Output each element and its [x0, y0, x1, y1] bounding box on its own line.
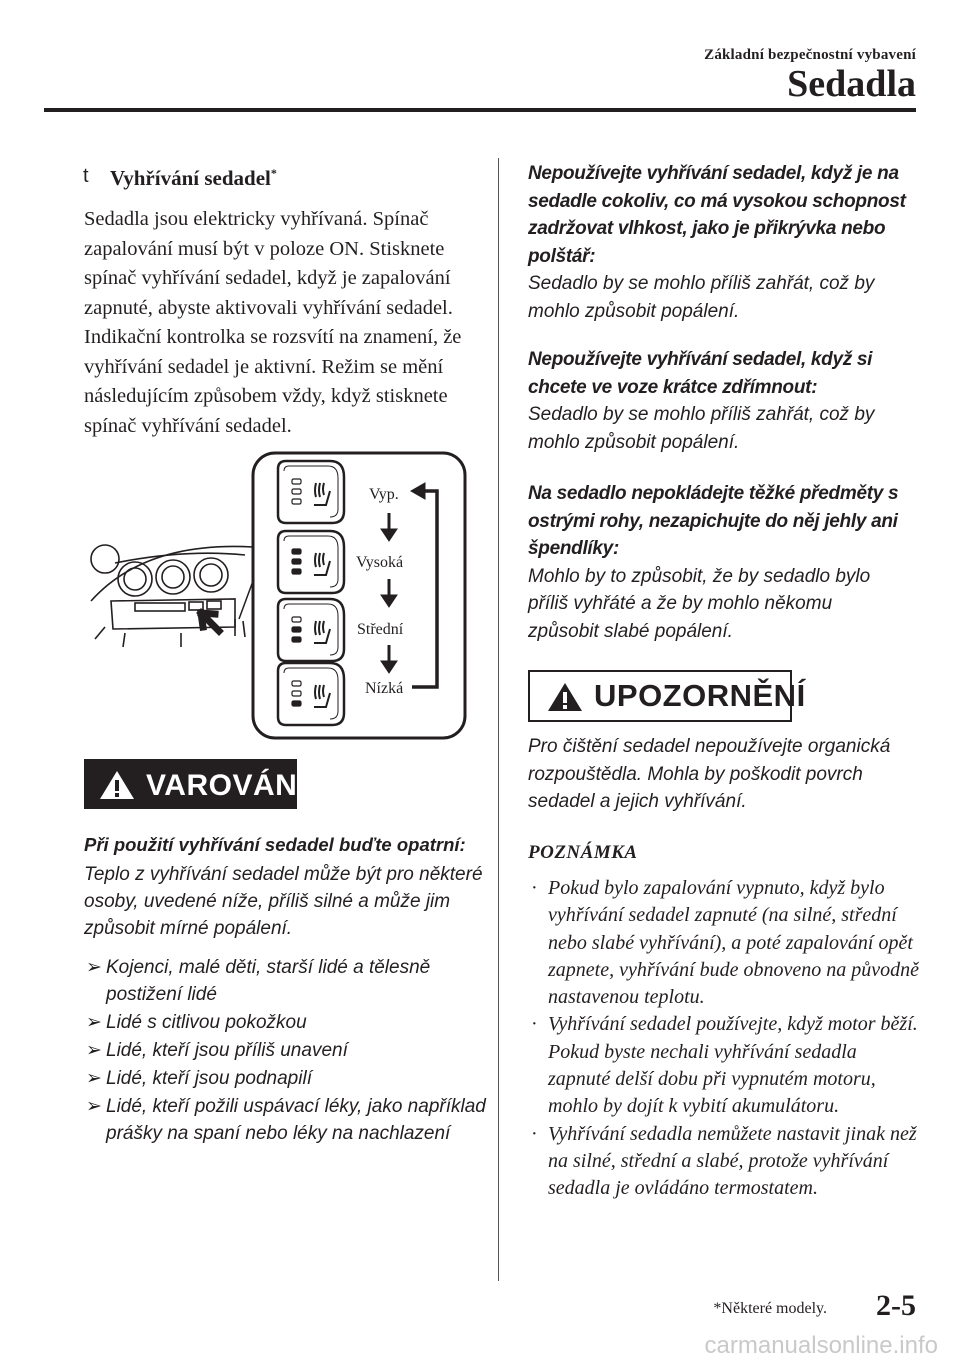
indicator-bar — [292, 701, 301, 706]
note-list — [528, 875, 923, 1203]
caution-text: Pro čištění sedadel nepoužívejte organická rozpouštědla. Mohla by poškodit povrch sedadel a jejich vyhřívání. — [528, 736, 891, 812]
page-number: 2-5 — [876, 1289, 916, 1322]
note-title: POZNÁMKA — [528, 842, 638, 863]
seat-heater-diagram — [85, 451, 467, 741]
warning-block-heading: Nepoužívejte vyhřívání sedadel, když si chcete ve voze krátce zdřímnout: — [528, 349, 873, 398]
bullet-dot-icon: · — [531, 1122, 538, 1145]
indicator-bar — [292, 559, 301, 564]
section-label: Základní bezpečnostní vybavení — [704, 47, 916, 63]
warning-heading: Při použití vyhřívání sedadel buďte opatrní: — [84, 834, 466, 855]
warning-block-text: Sedadlo by se mohlo příliš zahřát, což by mohlo způsobit popálení. — [528, 404, 875, 453]
label-low: Nízká — [365, 680, 404, 697]
indicator-bar — [292, 691, 301, 696]
indicator-bar — [292, 617, 301, 622]
warning-block-text: Mohlo by to způsobit, že by sedadlo bylo příliš vyhřáté a že by mohlo někomu způsobit slabé popálení. — [528, 565, 871, 642]
warning-text: Teplo z vyhřívání sedadel může být pro některé osoby, uvedené níže, příliš silné a může jim způsobit mírné popálení. — [84, 864, 483, 939]
arrow-bullet-icon: ➢ — [86, 957, 102, 978]
arrow-bullet-icon: ➢ — [86, 1096, 102, 1117]
bullet-dot-icon: · — [531, 877, 538, 899]
indicator-bar — [292, 627, 301, 632]
intro-paragraph: Sedadla jsou elektricky vyhřívaná. Spínač zapalování musí být v poloze ON. Stisknete spínač vyhřívání sedadel, když je zapalování zapnuté, abyste aktivovali vyhřívání sedadel. Indikační kontrolka se rozsvítí na znamení, že vyhřívání sedadel je aktivní. Režim se mění následujícím způsobem vždy, když stisknete spínač vyhřívání sedadel. — [84, 208, 462, 437]
list-item: · Pokud bylo zapalování vypnuto, když bylo vyhřívání sedadel zapnuté (na silné, střední nebo slabé vyhřívání), a poté zapalování opět zapnete, vyhřívání bude obnoveno na původně nastavenou teplotu. — [531, 877, 920, 1009]
warning-block-text: Sedadlo by se mohlo příliš zahřát, což by mohlo způsobit popálení. — [528, 273, 875, 322]
list-item: ➢ Lidé, kteří jsou příliš unavení — [86, 1037, 491, 1064]
section-marker: t — [83, 165, 89, 187]
caution-banner — [528, 670, 806, 722]
indicator-bar — [292, 499, 301, 504]
cycle-arrows — [381, 513, 397, 673]
indicator-bar — [292, 569, 301, 574]
indicator-bar — [292, 479, 301, 484]
arrow-bullet-icon: ➢ — [86, 1012, 102, 1033]
label-high: Vysoká — [356, 554, 404, 571]
column-divider — [498, 158, 499, 1281]
arrow-bullet-icon: ➢ — [86, 1040, 102, 1061]
warning-block-heading: Nepoužívejte vyhřívání sedadel, když je na sedadle cokoliv, co má vysokou schopnost zadržovat vlhkost, jako je přikrývka nebo polštář: — [528, 163, 906, 267]
caution-icon — [546, 681, 584, 713]
list-item: ➢ Lidé, kteří jsou podnapilí — [86, 1065, 491, 1092]
list-item: · Vyhřívání sedadel používejte, když motor běží. Pokud byste nechali vyhřívání sedadla zapnuté delší dobu při vypnutém motoru, mohlo by dojít k vybití akumulátoru. — [531, 1013, 918, 1118]
section-title — [110, 166, 277, 191]
caution-label: UPOZORNĚNÍ — [594, 678, 806, 713]
list-item: ➢ Lidé s citlivou pokožkou — [86, 1009, 491, 1036]
list-item: · Vyhřívání sedadla nemůžete nastavit jinak než na silné, střední a slabé, protože vyhřívání sedadla je ovládáno termostatem. — [531, 1122, 917, 1200]
pointer-arrow — [201, 613, 219, 631]
page-title: Sedadla — [787, 63, 916, 105]
warning-icon — [98, 769, 136, 801]
arrow-bullet-icon: ➢ — [86, 1068, 102, 1089]
warning-block-1 — [528, 160, 908, 325]
switch-high-icon — [278, 531, 344, 593]
header-rule — [44, 108, 916, 112]
warning-banner — [84, 759, 307, 809]
return-arrow — [411, 483, 437, 687]
label-off: Vyp. — [369, 486, 399, 503]
indicator-bar — [292, 637, 301, 642]
switch-buttons — [278, 461, 344, 725]
warning-block-2 — [528, 346, 908, 456]
warning-block-heading: Na sedadlo nepokládejte těžké předměty s ostrými rohy, nezapichujte do něj jehly ani špendlíky: — [528, 483, 899, 559]
switch-low-icon — [278, 663, 344, 725]
warning-list — [86, 954, 491, 1148]
asterisk: * — [270, 166, 277, 180]
indicator-bar — [292, 489, 301, 494]
switch-off-icon — [278, 461, 344, 523]
warning-block-3 — [528, 480, 908, 645]
indicator-bar — [292, 549, 301, 554]
bullet-dot-icon: · — [531, 1013, 538, 1036]
dashboard-illustration — [91, 545, 253, 647]
warning-label: VAROVÁNÍ — [146, 769, 307, 802]
list-item: ➢ Kojenci, malé děti, starší lidé a tělesně postižení lidé — [86, 954, 491, 1008]
indicator-bar — [292, 681, 301, 686]
list-item: ➢ Lidé, kteří požili uspávací léky, jako například prášky na spaní nebo léky na nachlazení — [86, 1093, 491, 1147]
switch-medium-icon — [278, 599, 344, 661]
watermark: carmanualsonline.info — [704, 1332, 938, 1359]
label-medium: Střední — [357, 621, 404, 638]
section-title-text: Vyhřívání sedadel — [110, 166, 271, 190]
footnote: *Některé modely. — [713, 1300, 827, 1317]
